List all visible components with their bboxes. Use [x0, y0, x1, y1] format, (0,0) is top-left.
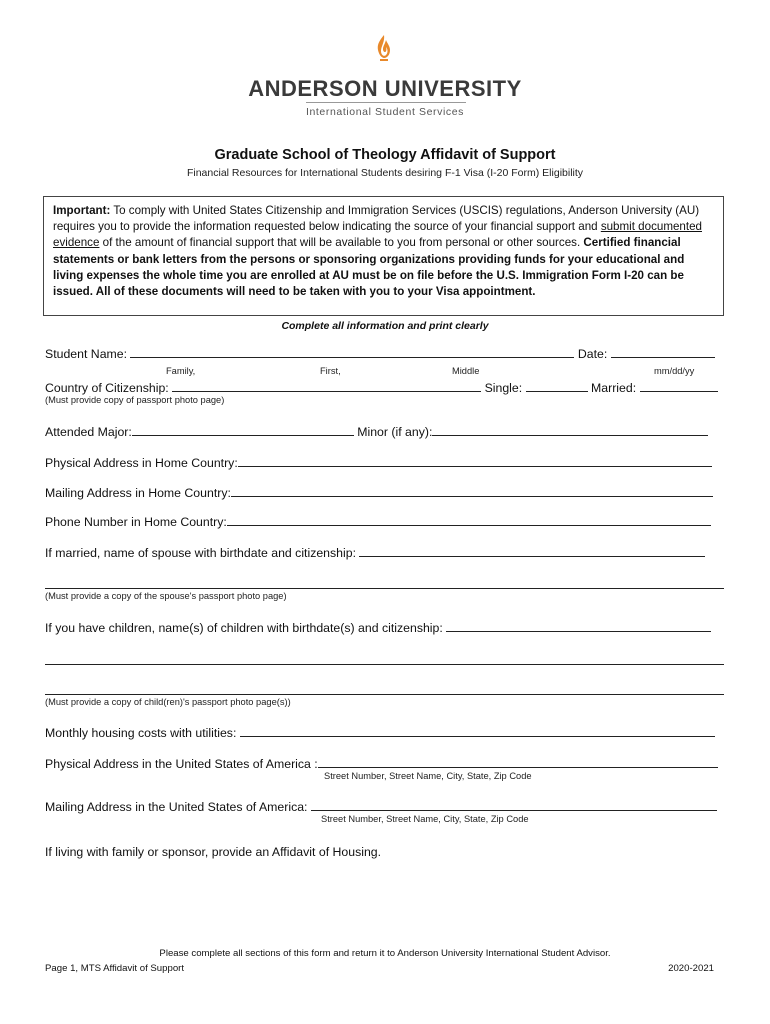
instruction-text: Complete all information and print clearly [281, 320, 489, 332]
footer-page: Page 1, MTS Affidavit of Support [45, 963, 185, 974]
department-name: International Student Services [305, 106, 465, 118]
housing-row [45, 725, 715, 740]
physical-home-label: Physical Address in Home Country: [45, 456, 238, 470]
notice-text-2: of the amount of financial support that will be available to you from personal or other sources. [99, 236, 584, 250]
family-hint: Family, [166, 366, 196, 376]
children-extra-line-1[interactable] [45, 664, 724, 665]
page-subtitle: Financial Resources for International Students desiring F-1 Visa (I-20 Form) Eligibility [186, 167, 584, 179]
children-extra-line-2[interactable] [45, 694, 724, 695]
physical-us-label: Physical Address in the United States of America : [45, 757, 318, 771]
spouse-field[interactable] [359, 545, 705, 557]
physical-us-row [45, 756, 718, 771]
date-field[interactable] [611, 346, 715, 358]
minor-field[interactable] [432, 424, 708, 436]
major-row [45, 424, 708, 439]
country-field[interactable] [172, 380, 481, 392]
physical-us-field[interactable] [318, 756, 718, 768]
married-field[interactable] [640, 380, 718, 392]
flame-logo-icon [371, 34, 397, 62]
children-label: If you have children, name(s) of children with birthdate(s) and citizenship: [45, 621, 443, 635]
date-format-hint: mm/dd/yy [654, 366, 695, 376]
single-label: Single: [484, 381, 523, 395]
major-field[interactable] [132, 424, 354, 436]
major-label: Attended Major: [45, 425, 132, 439]
page-title: Graduate School of Theology Affidavit of Support [214, 147, 556, 163]
housing-label: Monthly housing costs with utilities: [45, 726, 237, 740]
student-name-row [45, 346, 715, 361]
single-field[interactable] [526, 380, 588, 392]
citizenship-row [45, 380, 718, 395]
physical-home-row [45, 455, 712, 470]
spouse-note: (Must provide a copy of the spouse's passport photo page) [45, 591, 287, 601]
minor-label: Minor (if any): [357, 425, 433, 439]
student-name-field[interactable] [130, 346, 574, 358]
middle-hint: Middle [452, 366, 480, 376]
mailing-us-hint: Street Number, Street Name, City, State, Zip Code [321, 814, 529, 824]
logo-divider [306, 102, 466, 103]
notice-bold-text: Certified financial statements or bank letters from the persons or sponsoring organizations providing funds for your educational and living expenses the whole time you are enrolled at AU must be on file before the U.S. Immigration Form I-20 can be issued. All of these documents will need to be taken with you to your Visa appointment. [53, 236, 685, 299]
phone-home-label: Phone Number in Home Country: [45, 515, 227, 529]
physical-home-field[interactable] [238, 455, 712, 467]
phone-home-field[interactable] [227, 514, 711, 526]
housing-affidavit-text: If living with family or sponsor, provide an Affidavit of Housing. [45, 845, 382, 859]
children-note: (Must provide a copy of child(ren)'s passport photo page(s)) [45, 697, 291, 707]
spouse-extra-line[interactable] [45, 588, 724, 589]
spouse-label: If married, name of spouse with birthdate and citizenship: [45, 546, 357, 560]
children-field[interactable] [446, 620, 711, 632]
first-hint: First, [320, 366, 341, 376]
mailing-home-field[interactable] [231, 485, 713, 497]
date-label: Date: [577, 347, 608, 361]
mailing-us-field[interactable] [311, 799, 717, 811]
physical-us-hint: Street Number, Street Name, City, State, Zip Code [324, 771, 532, 781]
married-label: Married: [591, 381, 637, 395]
mailing-home-row [45, 485, 713, 500]
footer-instruction: Please complete all sections of this form and return it to Anderson University International Student Advisor. [159, 948, 611, 959]
footer-year: 2020-2021 [668, 963, 714, 974]
notice-label: Important: [53, 204, 111, 217]
mailing-us-row [45, 799, 717, 814]
notice-text-1: To comply with United States Citizenship and Immigration Services (USCIS) regulations, Anderson University (AU) requires you to provide the information requested below indicating the source of your financial support and [53, 204, 700, 234]
spouse-row [45, 545, 705, 560]
passport-note: (Must provide copy of passport photo page) [45, 395, 225, 405]
children-row [45, 620, 711, 635]
mailing-us-label: Mailing Address in the United States of America: [45, 800, 308, 814]
student-name-label: Student Name: [45, 347, 128, 361]
housing-field[interactable] [240, 725, 715, 737]
university-name: ANDERSON UNIVERSITY [248, 76, 522, 101]
important-notice-box [43, 196, 724, 316]
notice-underlined: submit documented evidence [53, 220, 702, 250]
phone-home-row [45, 514, 711, 529]
mailing-home-label: Mailing Address in Home Country: [45, 486, 231, 500]
country-label: Country of Citizenship: [45, 381, 169, 395]
